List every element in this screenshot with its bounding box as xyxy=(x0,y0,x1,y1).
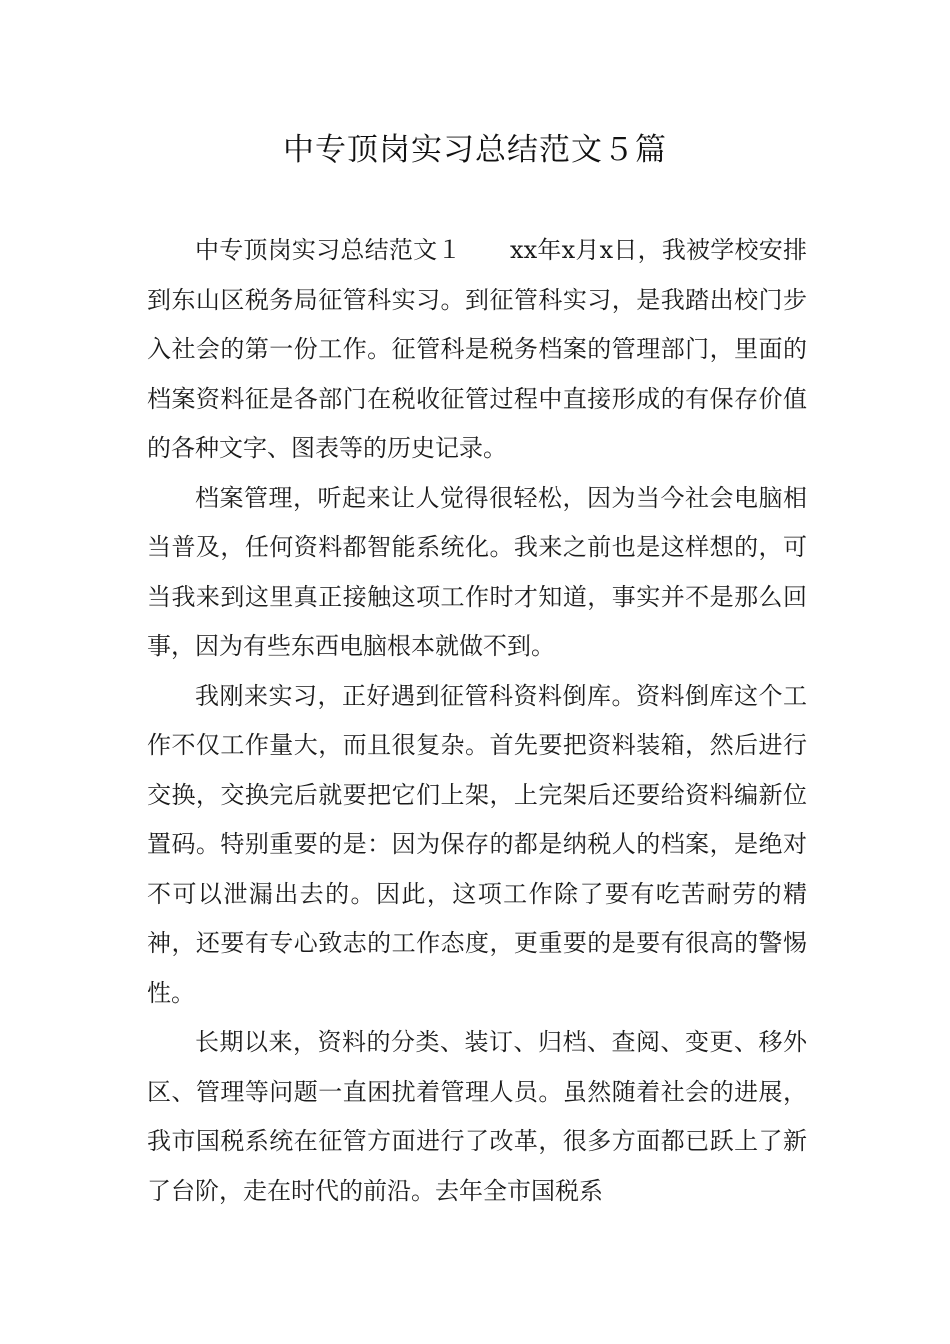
paragraph-3: 我刚来实习，正好遇到征管科资料倒库。资料倒库这个工作不仅工作量大，而且很复杂。首先要把资料装箱，然后进行交换，交换完后就要把它们上架，上完架后还要给资料编新位置码。特别重要的是：因为保存的都是纳税人的档案，是绝对不可以泄漏出去的。因此，这项工作除了要有吃苦耐劳的精神，还要有专心致志的工作态度，更重要的是要有很高的警惕性。 xyxy=(147,681,807,1007)
paragraph-1: 中专顶岗实习总结范文１ xx年x月x日，我被学校安排到东山区税务局征管科实习。到征管科实习，是我踏出校门步入社会的第一份工作。征管科是税务档案的管理部门，里面的档案资料征是各部门在税收征管过程中直接形成的有保存价值的各种文字、图表等的历史记录。 xyxy=(147,236,807,462)
document-body xyxy=(147,226,807,1216)
paragraph-2: 档案管理，听起来让人觉得很轻松，因为当今社会电脑相当普及，任何资料都智能系统化。我来之前也是这样想的，可当我来到这里真正接触这项工作时才知道，事实并不是那么回事，因为有些东西电脑根本就做不到。 xyxy=(147,483,807,660)
paragraph-4: 长期以来，资料的分类、装订、归档、查阅、变更、移外区、管理等问题一直困扰着管理人员。虽然随着社会的进展，我市国税系统在征管方面进行了改革，很多方面都已跃上了新了台阶，走在时代的前沿。去年全市国税系 xyxy=(147,1028,807,1205)
document-title: 中专顶岗实习总结范文５篇 xyxy=(283,132,667,168)
